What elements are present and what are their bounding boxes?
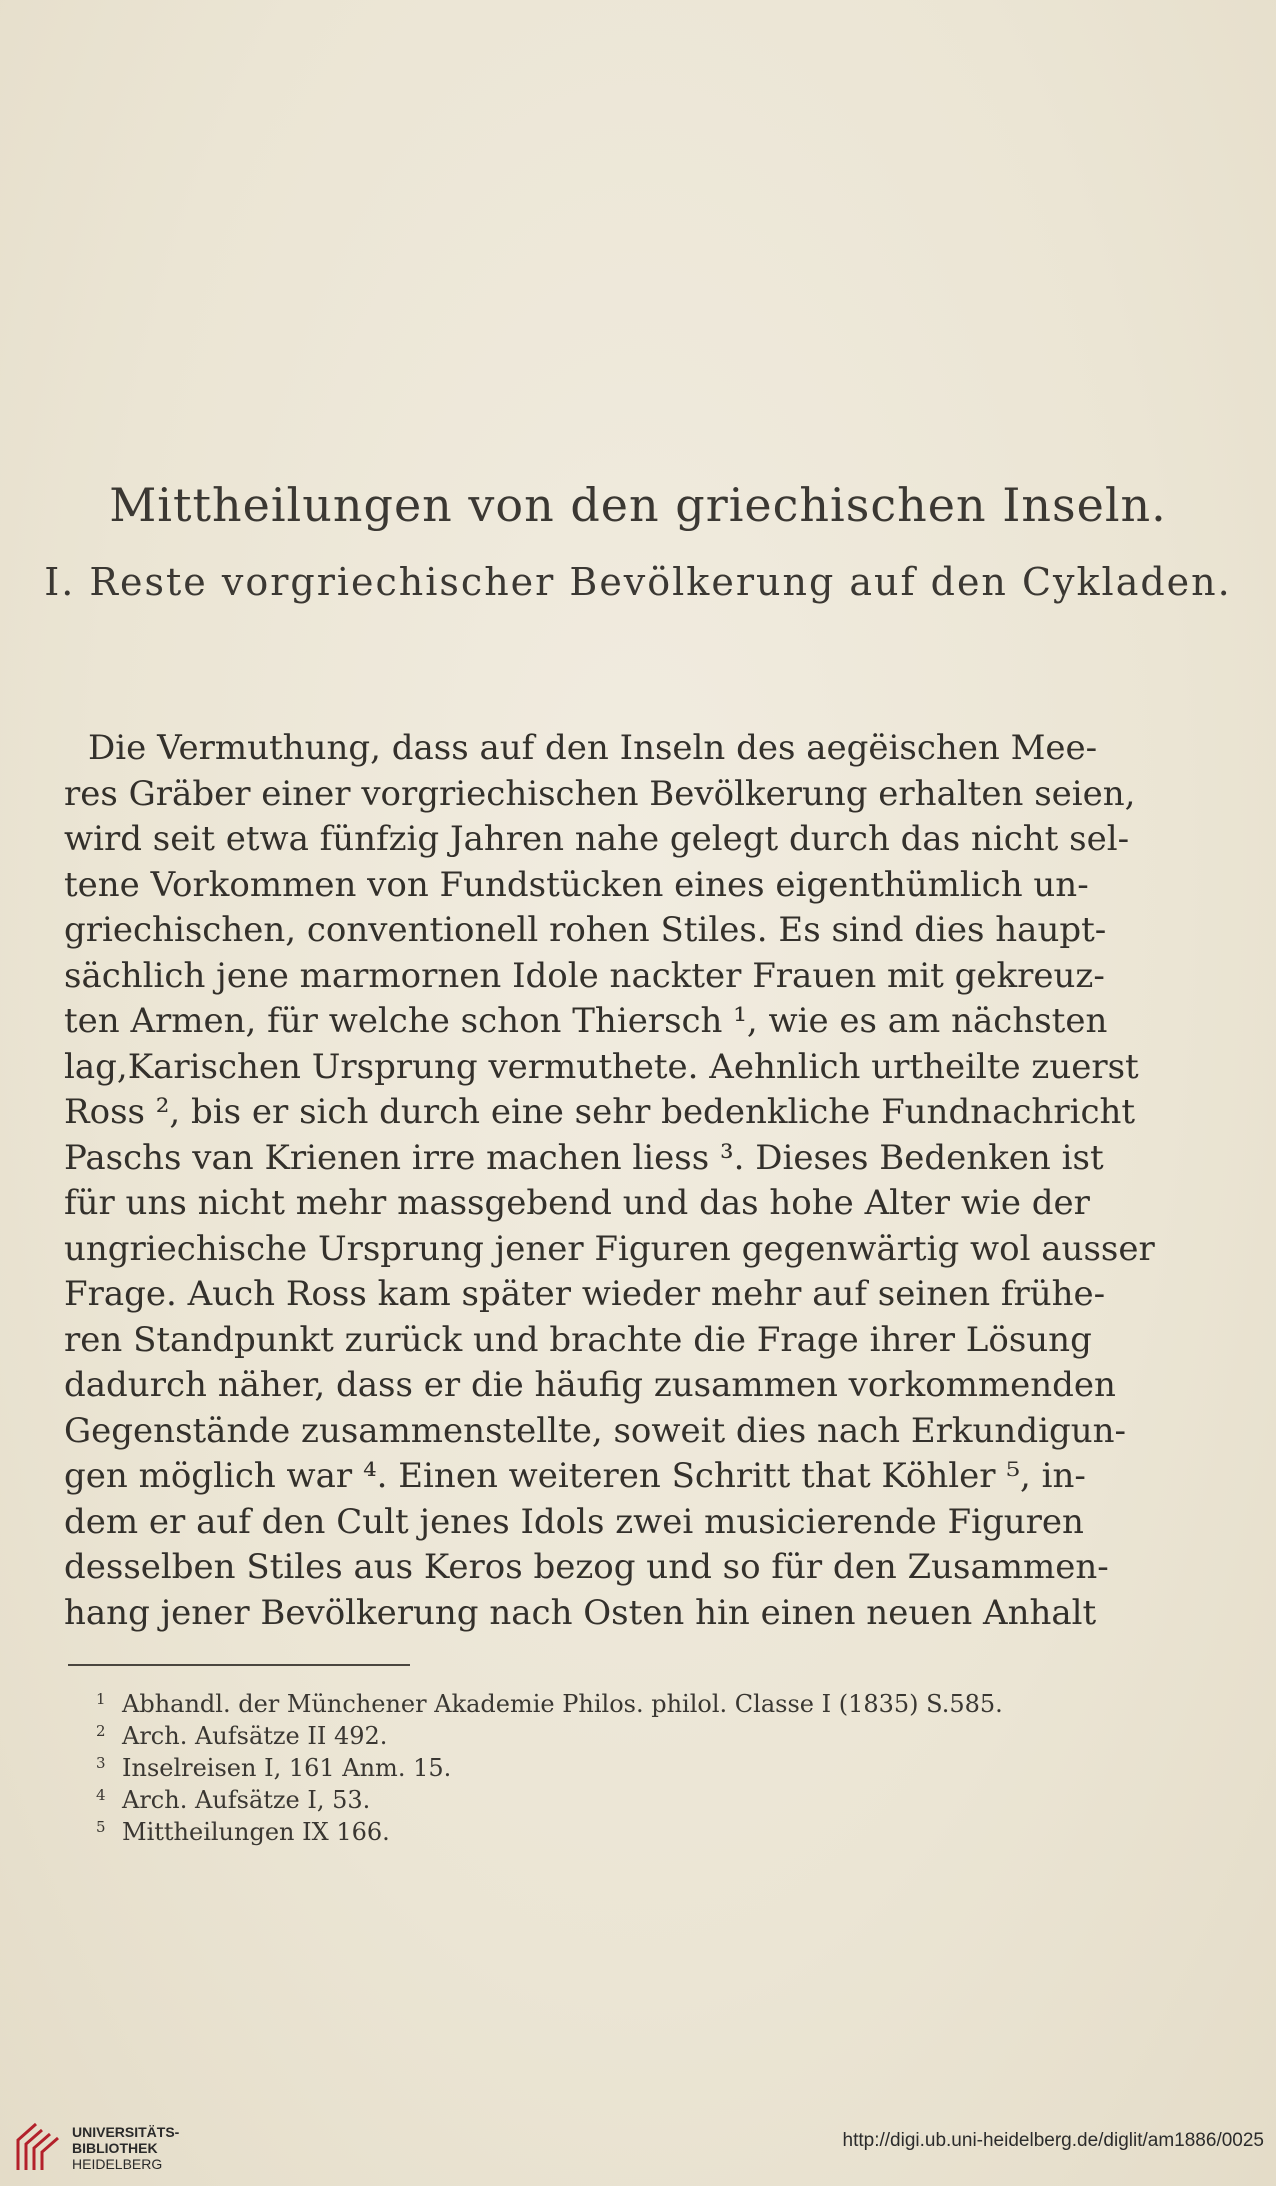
footnotes <box>96 1688 1056 1848</box>
body-line: ten Armen, für welche schon Thiersch ¹, wie es am nächsten <box>64 1001 1108 1041</box>
body-line: ungriechische Ursprung jener Figuren gegenwärtig wol ausser <box>64 1228 1155 1269</box>
library-name <box>72 2124 179 2172</box>
footnote-mark: 4 <box>96 1786 106 1804</box>
library-name-line: BIBLIOTHEK <box>72 2140 158 2156</box>
body-line: ren Standpunkt zurück und brachte die Frage ihrer Lösung <box>64 1319 1092 1360</box>
body-paragraph <box>64 726 1155 1636</box>
ub-heidelberg-logo-icon <box>12 2118 62 2176</box>
body-line: dem er auf den Cult jenes Idols zwei musicierende Figuren <box>64 1501 1084 1542</box>
footnote-text: Inselreisen I, 161 Anm. 15. <box>122 1754 452 1782</box>
footnote <box>96 1720 1056 1752</box>
body-line: Gegenstände zusammenstellte, soweit dies nach Erkundigun- <box>64 1410 1127 1451</box>
library-name-line: HEIDELBERG <box>72 2156 163 2172</box>
body-line: desselben Stiles aus Keros bezog und so für den Zusammen- <box>64 1547 1109 1587</box>
footnote-mark: 5 <box>96 1818 106 1836</box>
footnote-text: Mittheilungen IX 166. <box>122 1818 390 1846</box>
body-line: Ross ², bis er sich durch eine sehr bedenkliche Fundnachricht <box>64 1092 1136 1132</box>
body-line: Frage. Auch Ross kam später wieder mehr auf seinen frühe- <box>64 1274 1106 1314</box>
body-line: Die Vermuthung, dass auf den Inseln des aegëischen Mee- <box>88 728 1098 768</box>
body-line: Paschs van Krienen irre machen liess ³. Dieses Bedenken ist <box>64 1137 1104 1178</box>
body-line: für uns nicht mehr massgebend und das hohe Alter wie der <box>64 1183 1090 1223</box>
body-line: lag,Karischen Ursprung vermuthete. Aehnlich urtheilte zuerst <box>64 1046 1139 1087</box>
footnote <box>96 1816 1056 1848</box>
footnote <box>96 1784 1056 1816</box>
permalink-url[interactable]: http://digi.ub.uni-heidelberg.de/diglit/am1886/0025 <box>842 2130 1264 2151</box>
body-line: gen möglich war ⁴. Einen weiteren Schritt that Köhler ⁵, in- <box>64 1456 1086 1496</box>
section-subtitle: I. Reste vorgriechischer Bevölkerung auf den Cykladen. <box>44 560 1232 604</box>
footnote-text: Arch. Aufsätze I, 53. <box>122 1786 371 1814</box>
body-line: tene Vorkommen von Fundstücken eines eigenthümlich un- <box>64 864 1089 905</box>
footnote <box>96 1752 1056 1784</box>
body-line: wird seit etwa fünfzig Jahren nahe gelegt durch das nicht sel- <box>64 819 1130 859</box>
body-line: hang jener Bevölkerung nach Osten hin einen neuen Anhalt <box>64 1592 1097 1633</box>
body-line: sächlich jene marmornen Idole nackter Frauen mit gekreuz- <box>64 955 1105 996</box>
footnote-text: Arch. Aufsätze II 492. <box>122 1722 388 1750</box>
page-title: Mittheilungen von den griechischen Inseln. <box>109 478 1167 532</box>
body-line: griechischen, conventionell rohen Stiles. Es sind dies haupt- <box>64 910 1107 950</box>
footnote-divider <box>68 1664 410 1666</box>
footnote <box>96 1688 1056 1720</box>
footnote-mark: 1 <box>96 1690 106 1708</box>
footnote-mark: 2 <box>96 1722 106 1740</box>
footnote-mark: 3 <box>96 1754 106 1772</box>
body-line: res Gräber einer vorgriechischen Bevölkerung erhalten seien, <box>64 773 1136 814</box>
footnote-text: Abhandl. der Münchener Akademie Philos. philol. Classe I (1835) S.585. <box>122 1690 1003 1718</box>
library-name-line: UNIVERSITÄTS- <box>72 2124 180 2140</box>
body-line: dadurch näher, dass er die häufig zusammen vorkommenden <box>64 1365 1116 1405</box>
